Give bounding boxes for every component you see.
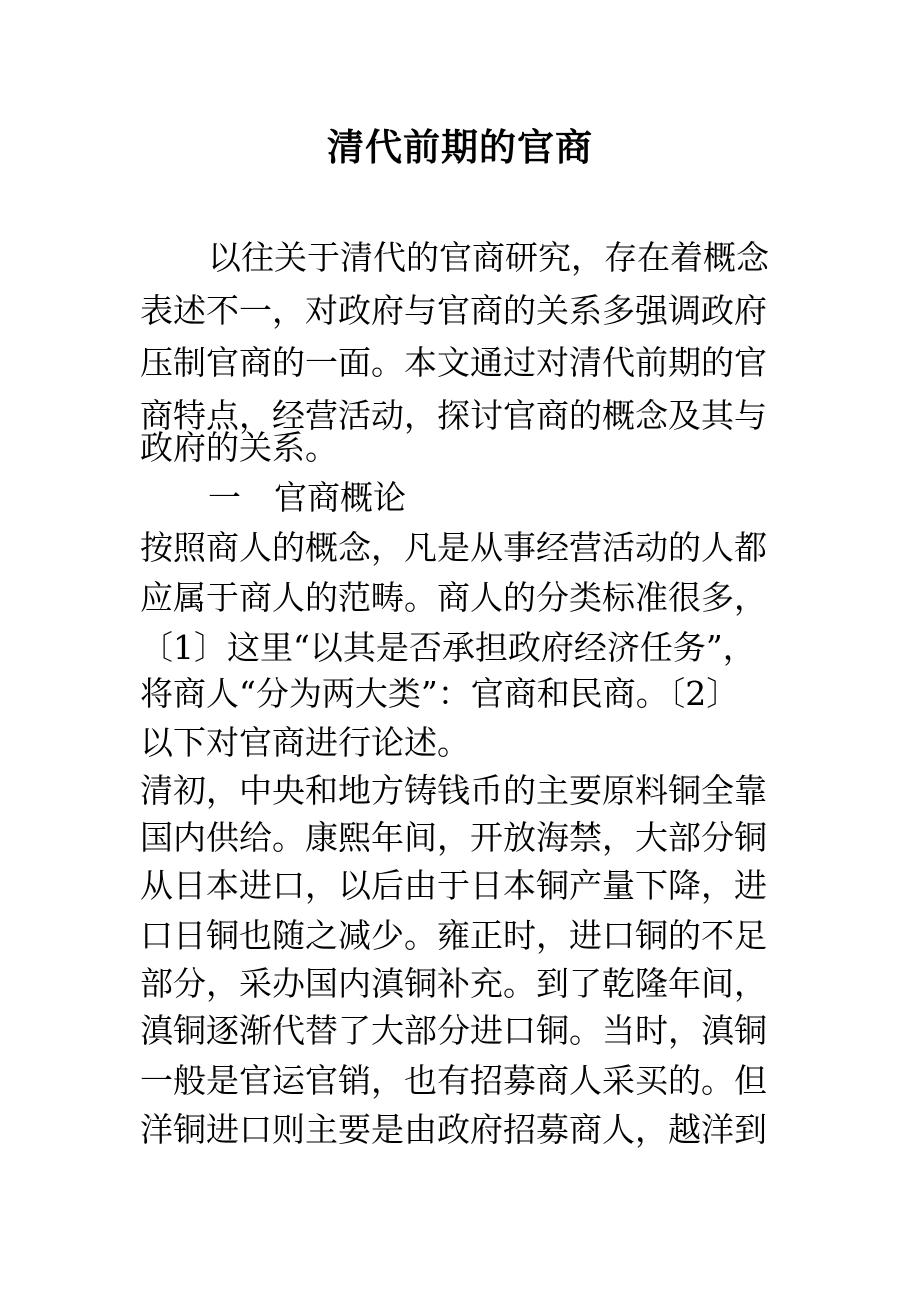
paragraph-line: 应属于商人的范畴。商人的分类标准很多， (140, 578, 767, 617)
paragraph-line: 以下对官商进行论述。 (140, 723, 470, 762)
paragraph-line: 压制官商的一面。本文通过对清代前期的官 (140, 343, 767, 382)
paragraph-line: 口日铜也随之减少。雍正时，进口铜的不足 (140, 916, 767, 955)
paragraph-line: 政府的关系。 (140, 428, 338, 467)
paragraph-line: 按照商人的概念，凡是从事经营活动的人都 (140, 528, 767, 567)
paragraph-line: 滇铜逐渐代替了大部分进口铜。当时，滇铜 (140, 1011, 767, 1050)
paragraph-line: 〔1〕这里“以其是否承担政府经济任务”， (140, 628, 756, 667)
paragraph-line: 将商人“分为两大类”：官商和民商。〔2〕 (140, 674, 740, 713)
document-title: 清代前期的官商 (327, 126, 593, 169)
paragraph-line: 一般是官运官销，也有招募商人采买的。但 (140, 1061, 767, 1100)
paragraph-line: 清初，中央和地方铸钱币的主要原料铜全靠 (140, 771, 767, 810)
paragraph-line: 表述不一，对政府与官商的关系多强调政府 (140, 291, 767, 330)
paragraph-line: 以往关于清代的官商研究，存在着概念 (208, 238, 769, 277)
paragraph-line: 商特点，经营活动，探讨官商的概念及其与 (140, 396, 767, 435)
paragraph-line: 从日本进口，以后由于日本铜产量下降，进 (140, 866, 767, 905)
paragraph-line: 洋铜进口则主要是由政府招募商人，越洋到 (140, 1110, 767, 1149)
section-heading: 一 官商概论 (208, 478, 406, 517)
paragraph-line: 国内供给。康熙年间，开放海禁，大部分铜 (140, 818, 767, 857)
paragraph-line: 部分，采办国内滇铜补充。到了乾隆年间， (140, 964, 767, 1003)
